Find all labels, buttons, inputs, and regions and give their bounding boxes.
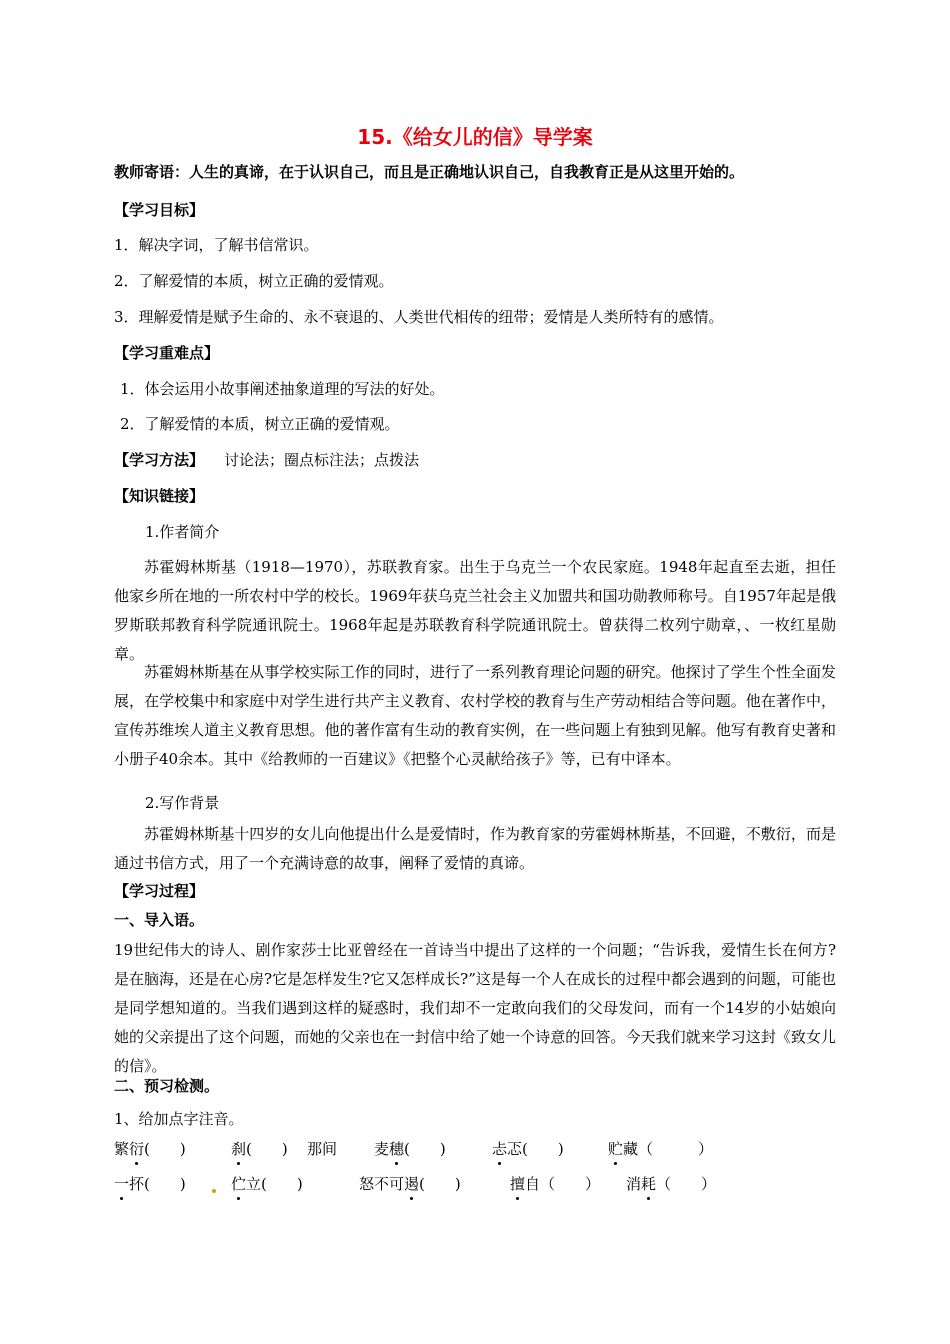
goal-item: 3．理解爱情是赋予生命的、永不衰退的、人类世代相传的纽带；爱情是人类所特有的感情。	[114, 308, 724, 326]
key-point-item: 1．体会运用小故事阐述抽象道理的写法的好处。	[120, 380, 445, 398]
pinyin-row-1	[114, 1138, 844, 1162]
background-heading: 2.写作背景	[145, 794, 220, 812]
teacher-message: 教师寄语：人生的真谛，在于认识自己，而且是正确地认识自己，自我教育正是从这里开始的。	[114, 163, 745, 181]
pinyin-item: 伫立( )	[231, 1175, 303, 1193]
methods-text: 讨论法；圈点标注法；点拨法	[224, 451, 420, 469]
pinyin-item: 贮藏（ ）	[608, 1140, 714, 1158]
key-point-item: 2．了解爱情的本质，树立正确的爱情观。	[120, 415, 400, 433]
author-heading: 1.作者简介	[145, 523, 220, 541]
pinyin-item: 怒不可遏( )	[359, 1175, 461, 1193]
author-paragraph-1: 苏霍姆林斯基（1918—1970），苏联教育家。出生于乌克兰一个农民家庭。1948年起直至去逝，担任他家乡所在地的一所农村中学的校长。1969年获乌克兰社会主义加盟共和国功勋教师称号。自1957年起是俄罗斯联邦教育科学院通讯院士。1968年起是苏联教育科学院通讯院士。曾获得二枚列宁勋章，、一枚红星勋章。	[114, 558, 836, 663]
pinyin-row-2	[114, 1173, 844, 1197]
process-heading: 【学习过程】	[114, 882, 205, 900]
pinyin-item: 那间	[307, 1140, 338, 1158]
preview-heading: 二、预习检测。	[114, 1077, 220, 1095]
pinyin-item: 繁衍( )	[114, 1140, 186, 1158]
goals-heading: 【学习目标】	[114, 201, 205, 219]
pinyin-item: 刹( )	[231, 1140, 288, 1158]
methods-line	[114, 449, 844, 471]
pinyin-item: 擅自（ ）	[510, 1175, 601, 1193]
pinyin-item: 一抔( )	[114, 1175, 186, 1193]
intro-paragraph: 19世纪伟大的诗人、剧作家莎士比亚曾经在一首诗当中提出了这样的一个问题；“告诉我，爱情生长在何方?是在脑海，还是在心房?它是怎样发生?它又怎样成长?”这是每一个人在成长的过程中都会遇到的问题，可能也是同学想知道的。当我们遇到这样的疑惑时，我们却不一定敢向我们的父母发问，而有一个14岁的小姑娘向她的父亲提出了这个问题，而她的父亲也在一封信中给了她一个诗意的回答。今天我们就来学习这封《致女儿的信》。	[114, 941, 836, 1075]
author-paragraph-2: 苏霍姆林斯基在从事学校实际工作的同时，进行了一系列教育理论问题的研究。他探讨了学生个性全面发展，在学校集中和家庭中对学生进行共产主义教育、农村学校的教育与生产劳动相结合等问题。他在著作中，宣传苏维埃人道主义教育思想。他的著作富有生动的教育实例，在一些问题上有独到见解。他写有教育史著和小册子40余本。其中《给教师的一百建议》《把整个心灵献给孩子》等，已有中译本。	[114, 663, 836, 768]
intro-heading: 一、导入语。	[114, 911, 205, 929]
pinyin-item: 忐忑( )	[492, 1140, 564, 1158]
goal-item: 1．解决字词，了解书信常识。	[114, 236, 319, 254]
goal-item: 2．了解爱情的本质，树立正确的爱情观。	[114, 272, 394, 290]
highlight-dot	[212, 1189, 216, 1193]
background-paragraph: 苏霍姆林斯基十四岁的女儿向他提出什么是爱情时，作为教育家的劳霍姆林斯基，不回避，不敷衍，而是通过书信方式，用了一个充满诗意的故事，阐释了爱情的真谛。	[114, 825, 836, 872]
question-1: 1、给加点字注音。	[114, 1110, 244, 1128]
methods-heading: 【学习方法】	[114, 451, 205, 469]
pinyin-item: 消耗（ ）	[626, 1175, 717, 1193]
knowledge-heading: 【知识链接】	[114, 487, 205, 505]
document-title: 15.《给女儿的信》导学案	[357, 125, 593, 149]
key-points-heading: 【学习重难点】	[114, 344, 220, 362]
pinyin-item: 麦穗( )	[374, 1140, 446, 1158]
